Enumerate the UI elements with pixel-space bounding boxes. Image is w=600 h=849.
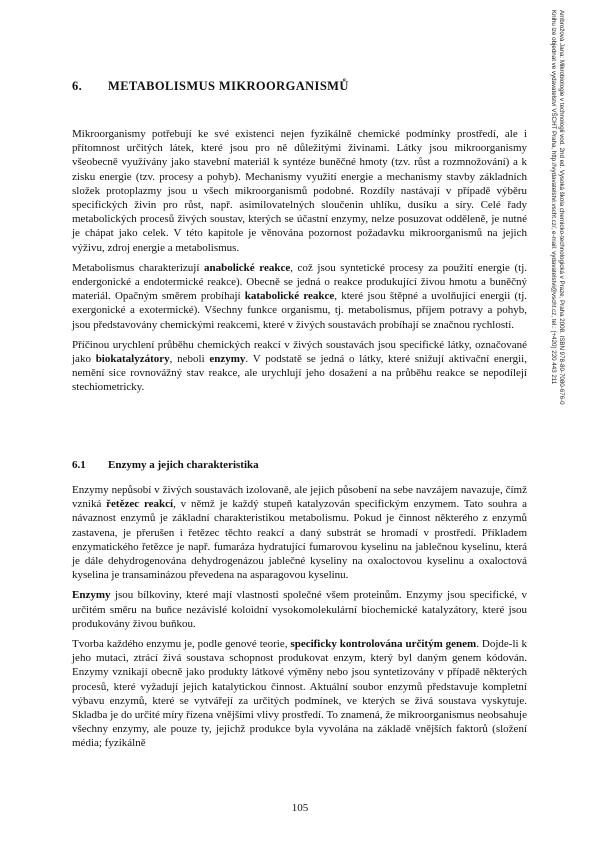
text-run: . Dojde-li k jeho mutaci, ztrácí živá soustava schopnost produkovat enzym, který byl daným genem kódován. Enzymy vznikají obecně jako produkty látkové výměny nebo jsou syntetizovány v případě některých procesů, které vyžadují jejich katalytickou činnost. Aktuální soubor enzymů představuje kompletní výbavu enzymů, které se vytvářejí za určitých podmínek, ve kterých se živá soustava vyskytuje. Skladba je do určité míry řízena vnějšími vlivy prostředí. To znamená, že mikroorganismus neobsahuje všechny enzymy, ale pouze ty, jejichž produkce byla vyvolána na základě vnějších faktorů (složení média; fyzikálně — [72, 638, 527, 750]
page-number: 105 — [291, 802, 309, 814]
text-run: jsou bílkoviny, které mají vlastnosti společné všem proteinům. Enzymy jsou specifické, v určitém směru na buňce nezávislé koloidní vysokomolekulární biochemické katalyzátory, které jsou produkovány živou buňkou. — [72, 589, 527, 630]
section-number: 6.1 — [72, 459, 86, 471]
text-run: , neboli — [169, 353, 210, 366]
paragraph-anabolic — [72, 261, 527, 332]
order-info-line: Knihu lze objednat ve vydavatelství VŠCHT Praha, http://vydavatelstvi.vscht.cz/, e-mail: vydavatelstvi@vscht.cz, tel.: (+420) 220 443 211 — [550, 10, 557, 385]
citation-line: Ambrožová Jana: Mikrobiologie v technologii vod. 2nd ed. Vysoká škola chemicko-technologická v Praze, Praha 2008. ISBN 978-80-7080-676-0 — [558, 10, 565, 405]
chapter-heading — [72, 79, 349, 94]
body-text-section — [72, 483, 527, 757]
term-reaction-chain: řetězec reakcí — [106, 498, 174, 511]
section-title: Enzymy a jejich charakteristika — [108, 459, 259, 471]
term-catabolic: katabolické reakce — [244, 290, 335, 303]
text-run: Příčinou urychlení průběhu chemických reakcí v živých soustavách jsou specifické látky, označované jako — [72, 338, 527, 366]
paragraph-biocatalysts — [72, 338, 527, 395]
term-enzymes: Enzymy — [72, 589, 111, 602]
section-heading — [72, 459, 259, 471]
body-text-top — [72, 127, 527, 401]
term-anabolic: anabolické reakce — [203, 261, 291, 274]
text-run: Tvorba každého enzymu je, podle genové teorie, — [72, 638, 291, 651]
term-enzymes: enzymy — [209, 353, 246, 366]
text-run: . V podstatě se jedná o látky, které snižují aktivační energii, nemění sice rovnovážný stav reakce, ale urychlují jeho dosažení a na průběhu reakce se nepodílejí stechiometricky. — [72, 353, 527, 394]
text-run: Enzymy nepůsobí v živých soustavách izolovaně, ale jejich působení na sebe navzájem navazuje, čímž vzniká — [72, 484, 527, 511]
text-run: , které jsou štěpné a uvolňující energii (tj. exergonické a exotermické). Všechny funkce organismu, tj. metabolismus, příjem potravy a pohyb, jsou představovány chemickými reakcemi, které v živých soustavách probíhají se značnou rychlostí. — [72, 290, 527, 331]
chapter-number: 6. — [72, 79, 83, 93]
paragraph-reaction-chain — [72, 483, 527, 582]
chapter-title: METABOLISMUS MIKROORGANISMŮ — [108, 79, 349, 93]
text-run: Metabolismus charakterizují — [72, 261, 204, 274]
paragraph-proteins — [72, 588, 527, 631]
term-gene-control: specificky kontrolována určitým genem — [290, 638, 477, 651]
text-run: , což jsou syntetické procesy za použití energie (tj. endergonické a endotermické reakce). Obecně se jedná o reakce produkující živou hmotu a buněčný materiál. Opačným směrem probíhají — [72, 261, 527, 303]
paragraph-intro: Mikroorganismy potřebují ke své existenci nejen fyzikálně chemické podmínky prostředí, ale i přítomnost určitých látek, které jsou pro ně důležitými živinami. Látky jsou mikroorganismy všeobecně využívány jako stavební materiál k syntéze buněčné hmoty (tzv. růst a rozmnožování) a k zisku energie (tzv. procesy a pohyb). Mechanismy využití energie a mechanismy stavby základních složek protoplazmy jsou u všech mikroorganismů podobné. Rozdíly nastávají v případě výběru specifických živin pro růst, např. asimilovatelných sloučenin uhlíku, dusíku a síry. Celé řady metabolických procesů živých soustav, kterých se účastní enzymy, nelze posuzovat odděleně, je nutné je chápat jako celek. V této kapitole je věnována pozornost požadavku mikroorganismů na jejich výživu, zdroj energie a metabolismus. — [72, 128, 527, 254]
paragraph-gene-control — [72, 637, 527, 751]
text-run: , v němž je každý stupeň katalyzován specifickým enzymem. Tato souhra a návaznost enzymů je základní charakteristikou metabolismu. Pokud je činnost některého z enzymů zastavena, je přerušen i řetězec těchto reakcí a daný substrát se hromadí v prostředí. Příkladem enzymatického řetězce je např. fumaráza hydratující fumarovou kyselinu na jablečnou kyselinu, která je dále dehydrogenována dehydrogenázou jablečné kyseliny na oxaloctovou kyselinu a oxaloctová kyselina je transaminázou převedena na asparagovou kyselinu. — [72, 498, 527, 582]
term-biocatalysts: biokatalyzátory — [95, 353, 170, 366]
citation-sidebar — [549, 10, 565, 405]
